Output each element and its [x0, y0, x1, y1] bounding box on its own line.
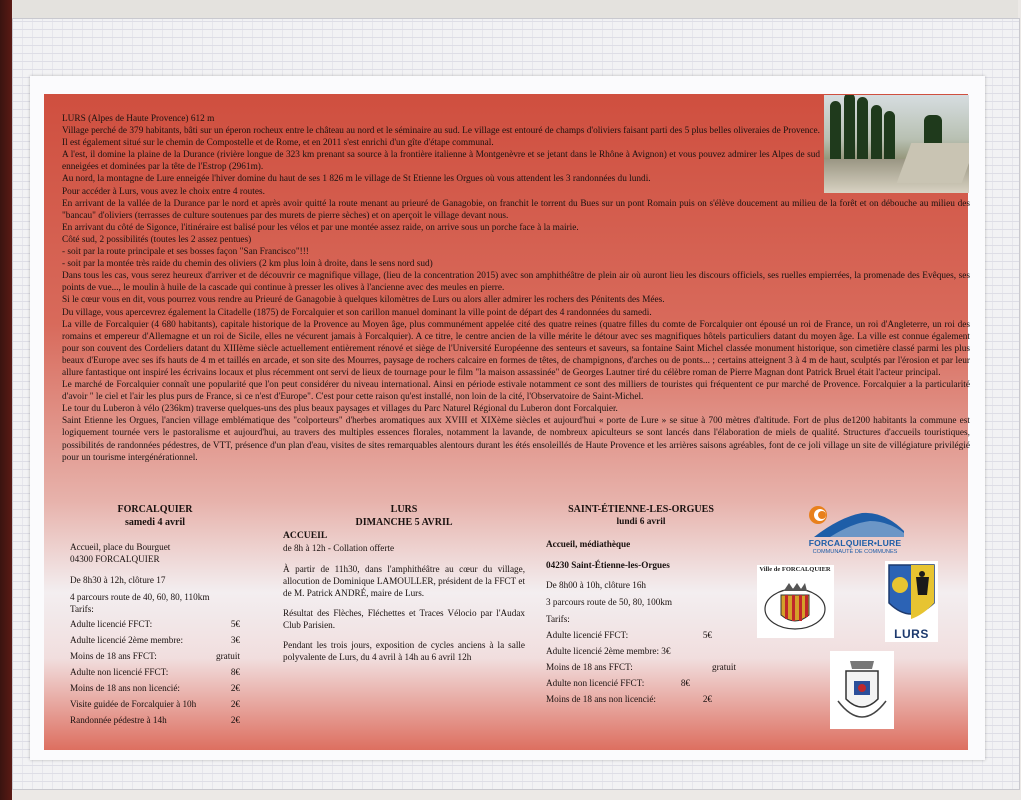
stetienne-hours: De 8h00 à 10h, clôture 16h: [546, 580, 647, 590]
forcalquier-lure-text: FORCALQUIER•LURE: [808, 538, 902, 548]
tarif-label: Adulte licencié FFCT:: [70, 619, 153, 629]
stetienne-address: 04230 Saint-Étienne-les-Orgues: [546, 560, 670, 570]
ville-forcalquier-logo: [757, 565, 834, 638]
lurs-date: DIMANCHE 5 AVRIL: [355, 517, 453, 528]
intro-paragraph: Au nord, la montagne de Lure enneigée l'hiver domine du haut de ses 1 826 m le village de St Etienne les Orgues où vous attendent les 3 randonnées du lundi.: [62, 174, 651, 185]
tarif-row: [70, 698, 240, 710]
st-etienne-crest-icon: [830, 651, 894, 729]
tarif-row: [70, 714, 240, 726]
tarif-price: 2€: [230, 683, 240, 693]
forcalquier-date: samedi 4 avril: [125, 517, 185, 528]
lurs-paragraph: Résultat des Flèches, Fléchettes et Traces Vélocio par l'Audax Club Parisien.: [283, 608, 525, 630]
intro-paragraph: La ville de Forcalquier (4 680 habitants), capitale historique de la Provence au Moyen âge, plus communément appelée cité des quatre reines (quatre filles du comte de Forcalquier ont épousé un roi de France, un roi d'Angleterre, un roi des romains et empereur d'Allemagne et un roi de Sicile, elles ne vécurent jamais à Forcalquier). A ce titre, le centre ancien de la ville mérite le détour avec ses magnifiques hôtels particuliers datant du moyen âge. La ville est connue également pour son couvent des Cordeliers datant du XIIIème siècle actuellement entièrement rénové et siège de l'Université Européenne des senteurs et saveurs, sa fontaine Saint Michel classée monument historique, son cimetière classé parmi les plus beaux d'Europe avec ses ifs hauts de 4 m et taillés en arcade, et son site des Mourres, paysage de rochers calcaire en formes de têtes, de champignons, d'arches ou de ponts... ; certains atteignent 3 à 4 m de haut, sculptés par l'érosion et par leur allure fantastique ont inspiré les écrivains locaux et plus récemment ont servi de lieux de tournage pour le film "la maison assassinée" de Georges Lautner tiré du célèbre roman de Pierre Magnan dont Patrick Bruel était l'acteur principal.: [62, 319, 970, 378]
tarif-label: Randonnée pédestre à 14h: [70, 715, 167, 725]
tarif-row: [546, 629, 736, 641]
intro-paragraph: Le tour du Luberon à vélo (236km) traverse quelques-uns des plus beaux paysages et villages du Parc Naturel Régional du Luberon dont Forcalquier.: [62, 404, 618, 415]
intro-paragraph: Village perché de 379 habitants, bâti sur un éperon rocheux entre le château au nord et le séminaire au sud. Le village est entouré de champs d'oliviers faisant parti des 5 plus belles oliveraies de Provence. Il est également situé sur le chemin de Compostelle et de Rome, et en 2011 s'est enrichi d'un gîte d'étape communal.: [62, 126, 820, 149]
lurs-logo-text: LURS: [894, 627, 929, 641]
intro-paragraph: En arrivant de la vallée de la Durance par le nord et après avoir quitté la route menant au prieuré de Ganagobie, on franchit le torrent du Bues sur un pont Romain puis on s'élève doucement au milieu de la forêt et on débouche au milieu des "bancau" d'oliviers (terrasses de culture soutenues par des murets de pierre sèches) et on aperçoit le village devant nous.: [62, 198, 970, 221]
intro-paragraph: Du village, vous apercevrez également la Citadelle (1875) de Forcalquier et son carillon manuel dominant la ville point de départ des 4 randonnées du samedi.: [62, 307, 652, 318]
tarif-price: 2€: [702, 694, 712, 704]
tarif-row: [70, 666, 240, 678]
tarif-label: Moins de 18 ans FFCT:: [546, 662, 633, 672]
forcalquier-column: [70, 503, 240, 726]
tarif-label: Moins de 18 ans FFCT:: [70, 651, 157, 661]
lurs-column: [283, 503, 525, 663]
tarif-label: Adulte non licencié FFCT:: [70, 667, 169, 677]
tarif-price: 2€: [230, 715, 240, 725]
intro-paragraph: - soit par la route principale et ses bosses façon "San Francisco"!!!: [62, 247, 309, 258]
intro-paragraph: Si le cœur vous en dit, vous pourrez vous rendre au Prieuré de Ganagobie à quelques kilomètres de Lurs ou alors aller admirer les rochers des Pénitents des Mées.: [62, 295, 665, 306]
tarif-label: Adulte licencié 2ème membre:: [70, 635, 184, 645]
tarif-price: 3€: [230, 635, 240, 645]
stetienne-accueil: Accueil, médiathèque: [546, 539, 631, 549]
tarif-price: 8€: [680, 678, 690, 688]
lurs-logo: [885, 561, 938, 642]
tarif-row: [546, 693, 736, 705]
tarif-label: Adulte non licencié FFCT:: [546, 678, 645, 688]
tarif-label: Adulte licencié 2ème membre: 3€: [546, 646, 671, 656]
tarif-price: 5€: [702, 630, 712, 640]
mountain-logo-icon: [800, 503, 910, 541]
intro-paragraph: Pour accéder à Lurs, vous avez le choix entre 4 routes.: [62, 186, 265, 197]
stetienne-column: [546, 503, 736, 705]
intro-paragraph: LURS (Alpes de Haute Provence) 612 m: [62, 114, 215, 124]
forcalquier-lure-subtext: COMMUNAUTÉ DE COMMUNES: [812, 549, 898, 555]
tarif-price: 2€: [230, 699, 240, 709]
tarif-label: Moins de 18 ans non licencié:: [70, 683, 180, 693]
forcalquier-crest-icon: [757, 565, 834, 638]
forcalquier-hours: De 8h30 à 12h, clôture 17: [70, 575, 166, 585]
tarif-label: Moins de 18 ans non licencié:: [546, 694, 656, 704]
intro-text: [62, 113, 970, 464]
intro-paragraph: Le marché de Forcalquier connaît une popularité que l'on peut considérer du niveau international. Ainsi en période estivale notamment ce sont des milliers de touristes qui fréquentent ce pur marché de Provence. Forcalquier a la particularité d'avoir " le ciel et l'air les plus purs de France, si ce n'est d'Europe". C'est pour cette raison qu'est installé, non loin de la cité, l'Observatoire de Saint-Michel.: [62, 380, 970, 403]
intro-paragraph: En arrivant du côté de Sigonce, l'itinéraire est balisé pour les vélos et par une montée assez raide, on arrive sous un porche face à la mairie.: [62, 222, 579, 233]
stetienne-tarifs-label: Tarifs:: [546, 614, 570, 624]
tarif-price: 5€: [230, 619, 240, 629]
lurs-title: LURS: [390, 504, 418, 515]
intro-top-block: [62, 113, 820, 198]
lurs-shield-icon: [885, 561, 938, 627]
forcalquier-line: Accueil, place du Bourguet: [70, 542, 171, 552]
stetienne-routes: 3 parcours route de 50, 80, 100km: [546, 597, 673, 607]
tarif-row: [70, 634, 240, 646]
stetienne-title: SAINT-ÉTIENNE-LES-ORGUES: [568, 504, 714, 515]
tarif-label: Adulte licencié FFCT:: [546, 630, 629, 640]
stetienne-date: lundi 6 avril: [616, 517, 666, 527]
intro-paragraph: Dans tous les cas, vous serez heureux d'arriver et de découvrir ce magnifique village, (lieu de la concentration 2015) avec son amphithéâtre de plein air où auront lieu les discours officiels, ses ruelles empierrées, la promenade des Evêques, ses points de vue..., le moulin à huile de la cascade qui continue à presser les olives à l'ancienne avec des meules en pierre.: [62, 271, 970, 294]
intro-paragraph: Saint Etienne les Orgues, l'ancien village emblématique des "colporteurs" d'herbes aromatiques aux XVIII et XIXème siècles et aujourd'hui « porte de Lure » se situe à 700 mètres d'altitude. Fort de plus de1200 habitants la commune est logiquement tournée vers le pastoralisme et aujourd'hui, au travers des multiples essences florales, notamment la lavande, de nombreux apiculteurs se sont lancés dans l'élaboration de miels de qualité. Structures d'accueils touristiques, possibilités de randonnées pédestres, de VTT, présence d'un plan d'eau, visites de sites remarquables alentours durant les étés ensoleillés de Haute Provence et les arrières saisons agréables, font de ce joli village un site de villégiature privilégié pour un tourisme intergénérationnel.: [62, 416, 970, 463]
tarif-row: [70, 650, 240, 662]
forcalquier-line: 04300 FORCALQUIER: [70, 554, 160, 564]
tarif-row: [546, 677, 736, 689]
forcalquier-tarifs-label: Tarifs:: [70, 604, 94, 614]
forcalquier-title: FORCALQUIER: [117, 504, 193, 515]
lurs-collation: de 8h à 12h - Collation offerte: [283, 543, 395, 553]
lurs-accueil: ACCUEIL: [283, 530, 328, 541]
tarif-price: gratuit: [712, 662, 736, 672]
intro-paragraph: - soit par la montée très raide du chemin des oliviers (2 km plus loin à droite, dans le sens nord sud): [62, 259, 433, 270]
forcalquier-routes: 4 parcours route de 40, 60, 80, 110km: [70, 592, 210, 602]
st-etienne-logo: [830, 651, 894, 729]
tarif-row: [546, 645, 736, 657]
tarif-price: gratuit: [216, 651, 240, 661]
lurs-paragraph: Pendant les trois jours, exposition de cycles anciens à la salle polyvalente de Lurs, du 4 avril à 14h au 6 avril 12h: [283, 640, 525, 662]
intro-paragraph: Côté sud, 2 possibilités (toutes les 2 assez pentues): [62, 234, 252, 245]
ville-forcalquier-label: Ville de FORCALQUIER: [759, 566, 831, 573]
tarif-row: [70, 682, 240, 694]
tarif-row: [70, 618, 240, 630]
tarif-row: [546, 661, 736, 673]
lurs-paragraph: À partir de 11h30, dans l'amphithéâtre au cœur du village, allocution de Dominique LAMOULLER, président de la FFCT et de M. Patrick ANDRÉ, maire de Lurs.: [283, 564, 525, 598]
tarif-price: 8€: [230, 667, 240, 677]
tarif-label: Visite guidée de Forcalquier à 10h: [70, 699, 197, 709]
intro-paragraph: A l'est, il domine la plaine de la Durance (rivière longue de 323 km prenant sa source à la frontière italienne à Montgenèvre et se jetant dans le Rhône à Avignon) et vous pouvez admirer les Alpes de sud enneigées et dominées par la tête de l'Estrop (2961m).: [62, 150, 820, 173]
forcalquier-lure-logo: [800, 503, 910, 561]
